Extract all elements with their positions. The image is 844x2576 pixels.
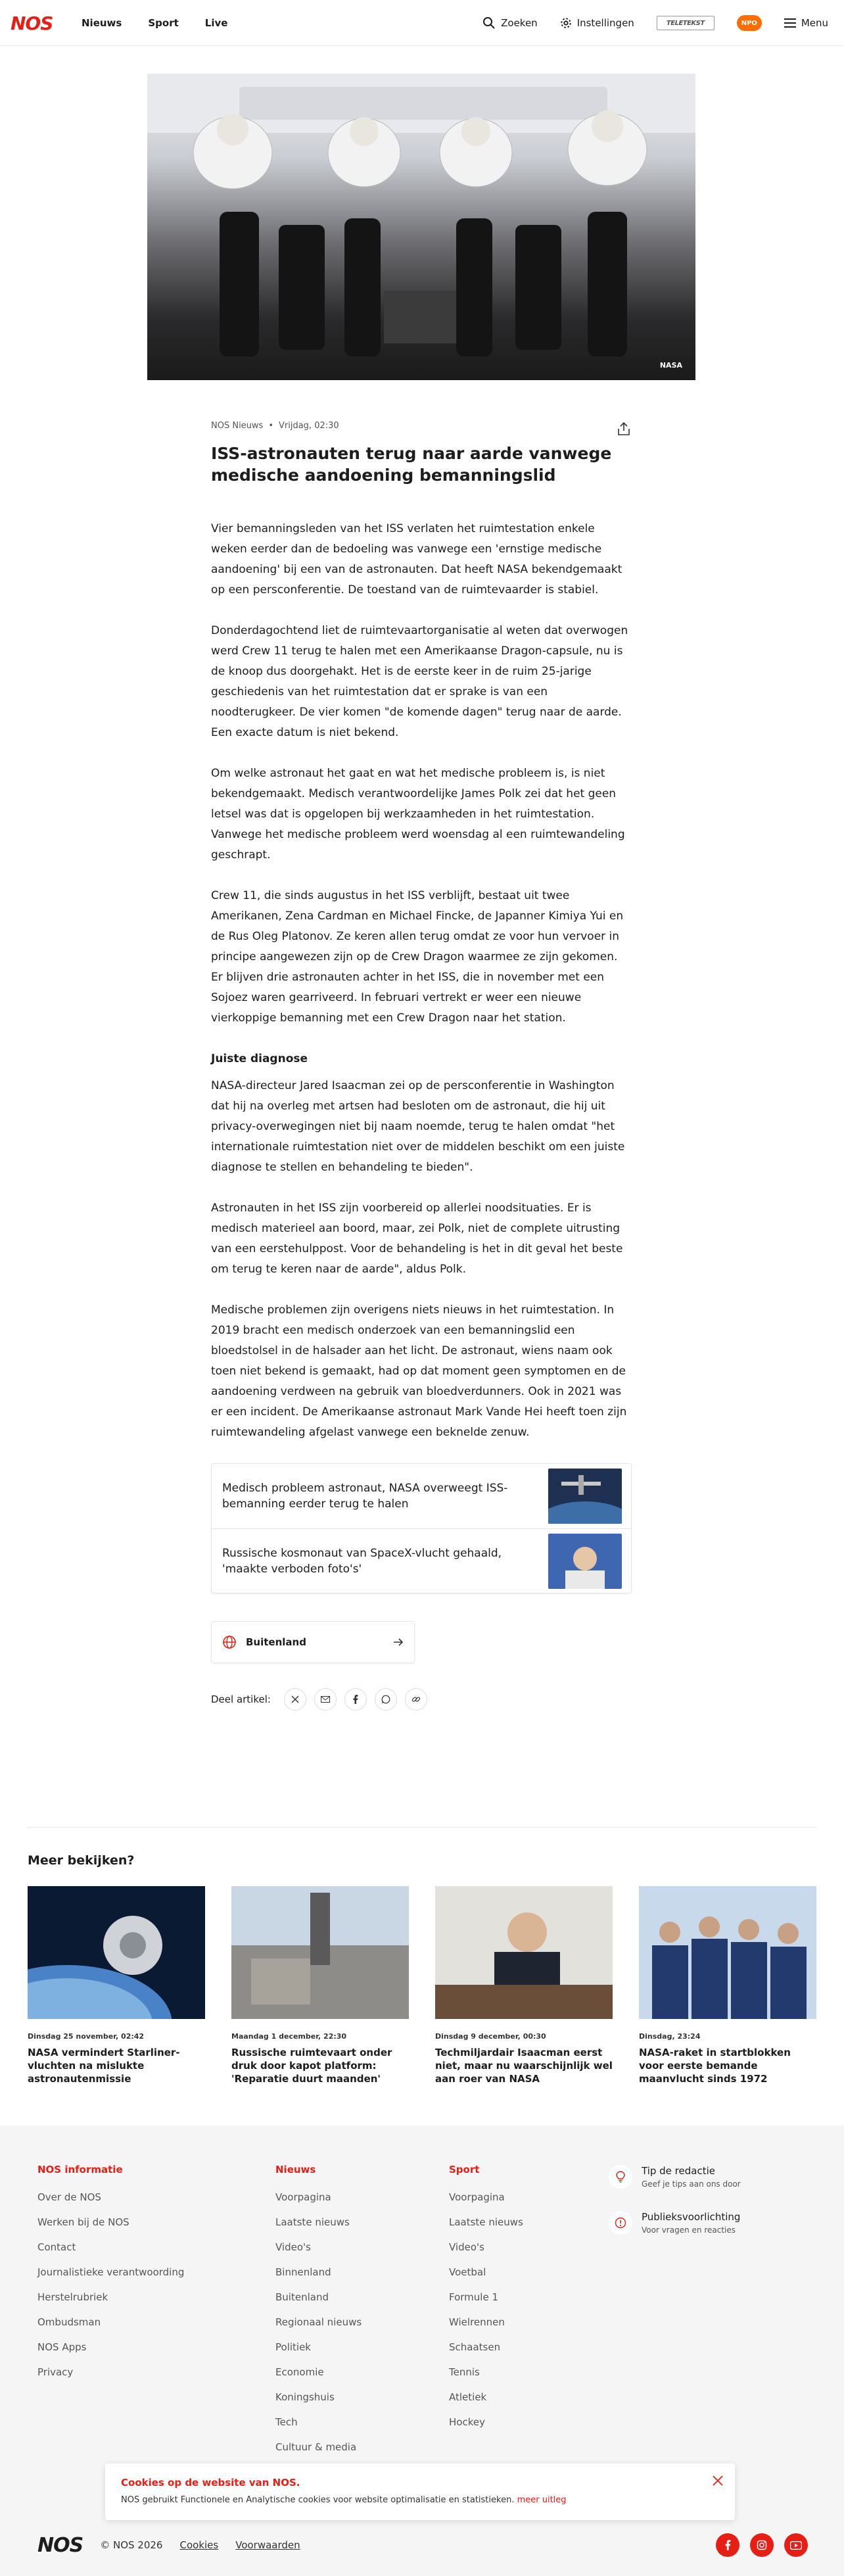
card-image-artemis-crew — [639, 1886, 816, 2019]
globe-icon — [222, 1635, 237, 1649]
news-card[interactable] — [28, 1886, 205, 2085]
hero-image-astronauts — [147, 74, 695, 380]
search-label: Zoeken — [501, 17, 538, 29]
footer-link[interactable]: Wielrennen — [449, 2316, 505, 2328]
footer-link[interactable]: Voorpagina — [275, 2191, 331, 2203]
cookie-text — [121, 2495, 719, 2505]
link-icon — [411, 1695, 421, 1704]
public-title: Publieksvoorlichting — [642, 2211, 741, 2223]
card-title: NASA vermindert Starliner-vluchten na mislukte astronautenmissie — [28, 2047, 180, 2085]
card-image-starliner — [28, 1886, 205, 2019]
footer-link[interactable]: Binnenland — [275, 2266, 331, 2278]
paragraph: Astronauten in het ISS zijn voorbereid op allerlei noodsituaties. Er is medisch materieel aan boord, maar, zei Polk, niet de complete uitrusting van een eerstehulppost. Voor de behandeling is het in dit geval het beste om terug te keren naar de aarde", aldus Polk. — [211, 1202, 623, 1276]
footer-link[interactable]: Buitenland — [275, 2291, 329, 2303]
share-bar — [211, 1688, 632, 1711]
section-divider — [28, 1827, 816, 1828]
card-title: Techmiljardair Isaacman eerst niet, maar nu waarschijnlijk wel aan roer van NASA — [435, 2047, 613, 2085]
related-articles — [211, 1463, 632, 1593]
footer-bottom — [37, 2525, 808, 2565]
header-actions — [482, 0, 828, 46]
paragraph: Om welke astronaut het gaat en wat het medische probleem is, is niet bekendgemaakt. Medisch verantwoordelijke James Polk zei dat het geen letsel was dat is opgelopen bij werkzaamheden in het ruimtestation. Vanwege het medische probleem werd woensdag al een ruimtewandeling geschrapt. — [211, 767, 625, 862]
mail-icon — [321, 1696, 330, 1703]
footer-link[interactable]: Over de NOS — [37, 2191, 101, 2203]
more-heading: Meer bekijken? — [28, 1853, 135, 1868]
instagram-link[interactable] — [750, 2533, 774, 2557]
footer-link[interactable]: Contact — [37, 2241, 76, 2253]
footer-contact — [609, 2165, 741, 2257]
share-whatsapp-button[interactable] — [375, 1688, 397, 1711]
public-sub: Voor vragen en reacties — [642, 2225, 736, 2235]
tip-sub: Geef je tips aan ons door — [642, 2179, 741, 2189]
tip-redactie[interactable] — [609, 2165, 741, 2189]
related-thumbnail — [548, 1534, 622, 1589]
footer-link[interactable]: Formule 1 — [449, 2291, 498, 2303]
news-card[interactable] — [435, 1886, 613, 2085]
article-meta — [211, 421, 632, 431]
gear-icon — [560, 17, 572, 29]
arrow-right-icon — [393, 1638, 404, 1647]
footer-link[interactable]: Economie — [275, 2366, 324, 2378]
nav-live[interactable]: Live — [204, 17, 228, 29]
nav-nieuws[interactable]: Nieuws — [82, 17, 122, 29]
footer-link[interactable]: Privacy — [37, 2366, 74, 2378]
footer-link[interactable]: Koningshuis — [275, 2391, 335, 2403]
footer-link[interactable]: NOS Apps — [37, 2341, 87, 2353]
main-nav — [82, 0, 227, 46]
share-facebook-button[interactable] — [344, 1688, 367, 1711]
footer-link[interactable]: Video's — [275, 2241, 311, 2253]
settings-button[interactable] — [560, 17, 634, 29]
paragraph: Medische problemen zijn overigens niets nieuws in het ruimtestation. In 2019 bracht een medisch onderzoek van een bemanningslid een bloedstolsel in de halsader aan het licht. De astronaut, wiens naam ook toen niet bekend is gemaakt, had op dat moment geen symptomen en de aandoening verdween na gebruik van bloedverdunners. Ook in 2021 was er een incident. De Amerikaanse astronaut Mark Vande Hei heeft toen zijn ruimtewandeling afgelast vanwege een beknelde zenuw. — [211, 1303, 627, 1439]
footer-link[interactable]: Video's — [449, 2241, 484, 2253]
news-card[interactable] — [639, 1886, 816, 2085]
card-date: Dinsdag 25 november, 02:42 — [28, 2032, 145, 2041]
astronauts-illustration — [147, 74, 695, 380]
tag-buitenland[interactable] — [211, 1621, 415, 1663]
close-icon[interactable] — [710, 2473, 726, 2489]
social-links — [716, 2533, 808, 2557]
nos-logo[interactable]: NOS — [11, 12, 53, 34]
card-date: Maandag 1 december, 22:30 — [231, 2032, 347, 2041]
npo-logo[interactable]: NPO — [737, 15, 762, 31]
hamburger-icon — [784, 18, 796, 28]
search-button[interactable] — [482, 16, 538, 30]
footer-link[interactable]: Voetbal — [449, 2266, 486, 2278]
instagram-icon — [757, 2540, 767, 2550]
nav-sport[interactable]: Sport — [148, 17, 179, 29]
cookie-body: NOS gebruikt Functionele en Analytische cookies voor website optimalisatie en statistieken. — [121, 2495, 515, 2505]
footer-link[interactable]: Journalistieke verantwoording — [37, 2266, 185, 2278]
search-icon — [482, 16, 496, 30]
publieksvoorlichting[interactable] — [609, 2211, 741, 2235]
subheading: Juiste diagnose — [211, 1052, 308, 1065]
site-header — [0, 0, 844, 46]
card-image-isaacman — [435, 1886, 613, 2019]
card-title: NASA-raket in startblokken voor eerste bemande maanvlucht sinds 1972 — [639, 2047, 791, 2085]
photo-credit: NASA — [659, 361, 682, 370]
menu-button[interactable] — [784, 17, 828, 29]
footer-link[interactable]: Politiek — [275, 2341, 311, 2353]
footer-link[interactable]: Regionaal nieuws — [275, 2316, 362, 2328]
cookie-banner — [105, 2464, 735, 2520]
meta-separator: • — [268, 421, 273, 431]
footer-link[interactable]: Tech — [275, 2416, 298, 2428]
footer-link[interactable]: Hockey — [449, 2416, 485, 2428]
footer-columns — [37, 2164, 607, 2460]
footer-link[interactable]: Ombudsman — [37, 2316, 101, 2328]
related-thumbnail — [548, 1469, 622, 1524]
footer-link[interactable]: Voorpagina — [449, 2191, 505, 2203]
related-item[interactable] — [212, 1464, 631, 1528]
card-title: Russische ruimtevaart onder druk door kapot platform: 'Reparatie duurt maanden' — [231, 2047, 392, 2085]
facebook-icon — [725, 2540, 731, 2550]
settings-label: Instellingen — [576, 17, 634, 29]
article-body — [211, 519, 632, 1443]
teletekst-logo[interactable]: TELETEKST — [657, 16, 715, 30]
card-date: Dinsdag 9 december, 00:30 — [435, 2032, 546, 2041]
facebook-icon — [353, 1695, 358, 1704]
footer-col-info — [37, 2164, 275, 2460]
paragraph: Donderdagochtend liet de ruimtevaartorganisatie al weten dat overwogen werd Crew 11 terug te halen met een Amerikaanse Dragon-capsule, nu is de knoop dus doorgehakt. Het is de eerste keer in de ruim 25-jarige geschiedenis van het ruimtestation dat er sprake is van een noodterugkeer. De vier komen "de komende dagen" terug naar de aarde. Een exacte datum is niet bekend. — [211, 624, 628, 739]
more-section — [28, 1853, 816, 2085]
info-icon — [609, 2211, 632, 2235]
footer-link[interactable]: Laatste nieuws — [275, 2216, 350, 2228]
tag-label: Buitenland — [246, 1636, 306, 1648]
related-item[interactable] — [212, 1528, 631, 1593]
share-email-button[interactable] — [314, 1688, 337, 1711]
footer-link[interactable]: Herstelrubriek — [37, 2291, 108, 2303]
share-link-button[interactable] — [405, 1688, 427, 1711]
lightbulb-icon — [609, 2165, 632, 2189]
article — [211, 421, 632, 1711]
footer-heading: NOS informatie — [37, 2164, 123, 2175]
menu-label: Menu — [801, 17, 828, 29]
paragraph: Vier bemanningsleden van het ISS verlaten het ruimtestation enkele weken eerder dan de bedoeling was vanwege een 'ernstige medische aandoening' bij een van de astronauten. Dat heeft NASA bekendgemaakt op een persconferentie. De toestand van de ruimtevaarder is stabiel. — [211, 522, 622, 596]
card-image-launchpad — [231, 1886, 409, 2019]
cookie-title: Cookies op de website van NOS. — [121, 2477, 300, 2489]
footer-link[interactable]: Werken bij de NOS — [37, 2216, 129, 2228]
footer-col-sport — [449, 2164, 607, 2460]
footer-logo[interactable]: NOS — [37, 2533, 83, 2557]
share-label: Deel artikel: — [211, 1693, 271, 1705]
footer-col-nieuws — [275, 2164, 449, 2460]
facebook-link[interactable] — [716, 2533, 739, 2557]
paragraph: NASA-directeur Jared Isaacman zei op de persconferentie in Washington dat hij na overleg met artsen had besloten om de astronaut, die hij uit privacy-overwegingen niet bij naam noemde, terug te halen omdat "het internationale ruimtestation niet over de middelen beschikt om een juiste diagnose te stellen en behandeling te bieden". — [211, 1079, 625, 1174]
article-date: Vrijdag, 02:30 — [279, 421, 339, 431]
copyright: © NOS 2026 — [100, 2539, 163, 2551]
share-x-button[interactable] — [284, 1688, 306, 1711]
related-title: Medisch probleem astronaut, NASA overweegt ISS-bemanning eerder terug te halen — [222, 1482, 508, 1511]
footer-link[interactable]: Laatste nieuws — [449, 2216, 523, 2228]
footer-link[interactable]: Cultuur & media — [275, 2441, 357, 2453]
footer-link[interactable]: Schaatsen — [449, 2341, 501, 2353]
terms-link[interactable]: Voorwaarden — [235, 2539, 300, 2551]
cookies-link[interactable]: Cookies — [179, 2539, 219, 2551]
more-cards — [28, 1886, 816, 2085]
whatsapp-icon — [381, 1695, 390, 1704]
footer-link[interactable]: Tennis — [449, 2366, 480, 2378]
youtube-icon — [790, 2541, 802, 2550]
x-icon — [291, 1695, 299, 1703]
footer-heading: Nieuws — [275, 2164, 316, 2175]
card-date: Dinsdag, 23:24 — [639, 2032, 701, 2041]
footer-link[interactable]: Atletiek — [449, 2391, 487, 2403]
article-title: ISS-astronauten terug naar aarde vanwege medische aandoening bemanningslid — [211, 444, 612, 485]
paragraph: Crew 11, die sinds augustus in het ISS verblijft, bestaat uit twee Amerikanen, Zena Cardman en Michael Fincke, de Japanner Kimiya Yui en de Rus Oleg Platonov. Ze keren allen terug omdat ze voor hun vervoer in principe aangewezen zijn op de Crew Dragon waarmee ze zijn gekomen. Er blijven drie astronauten achter in het ISS, die in november met een Sojoez waren gearriveerd. In februari vertrekt er weer een nieuwe vierkoppige bemanning met een Crew Dragon naar het station. — [211, 889, 624, 1025]
tip-title: Tip de redactie — [642, 2165, 715, 2177]
related-title: Russische kosmonaut van SpaceX-vlucht gehaald, 'maakte verboden foto's' — [222, 1546, 502, 1576]
footer-heading: Sport — [449, 2164, 480, 2175]
article-source: NOS Nieuws — [211, 421, 264, 431]
news-card[interactable] — [231, 1886, 409, 2085]
share-icon[interactable] — [616, 421, 632, 437]
youtube-link[interactable] — [784, 2533, 808, 2557]
cookie-more-link[interactable]: meer uitleg — [517, 2495, 567, 2505]
